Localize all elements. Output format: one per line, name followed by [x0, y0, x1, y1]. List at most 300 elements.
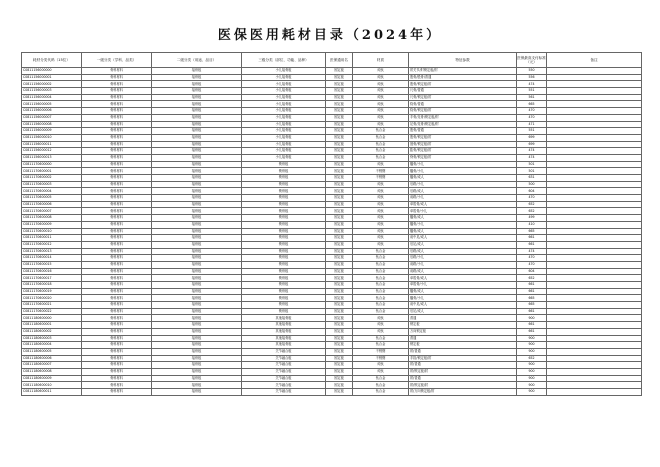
- cell-code: C0811180600010: [22, 382, 82, 389]
- cell-level3: 锁骨板: [242, 282, 326, 289]
- cell-level3: 锁骨板: [242, 228, 326, 235]
- cell-level1: 骨科材料: [82, 114, 152, 121]
- cell-params: 肘/万向锁定板/肘: [409, 389, 517, 396]
- cell-code: C0811180600003: [22, 335, 82, 342]
- table-row: [22, 241, 642, 248]
- table-row: [22, 295, 642, 302]
- cell-level3: 锁骨板: [242, 248, 326, 255]
- cell-level2: 接骨板: [152, 261, 242, 268]
- cell-material: 钛合金: [353, 382, 409, 389]
- cell-code: C0811170600021: [22, 302, 82, 309]
- cell-level1: 骨科材料: [82, 335, 152, 342]
- cell-level2: 接骨板: [152, 148, 242, 155]
- cell-level3: 锁骨板: [242, 275, 326, 282]
- col-header-level1: 一级分类（学科、品类）: [82, 53, 152, 68]
- cell-remarks: [547, 114, 642, 121]
- cell-level1: 骨科材料: [82, 188, 152, 195]
- cell-level2: 接骨板: [152, 168, 242, 175]
- cell-generic-name: 固定板: [326, 94, 353, 101]
- cell-level3: 其他接骨板: [242, 322, 326, 329]
- cell-level3: 其他接骨板: [242, 342, 326, 349]
- table-row: [22, 154, 642, 161]
- cell-params: 肘/普通: [409, 362, 517, 369]
- cell-level1: 骨科材料: [82, 161, 152, 168]
- cell-material: 钛合金: [353, 134, 409, 141]
- cell-level3: 锁骨板: [242, 295, 326, 302]
- cell-material: 不锈钢: [353, 355, 409, 362]
- cell-code: C0811156000008: [22, 121, 82, 128]
- cell-params: 肱骨/锁定板/肘: [409, 148, 517, 155]
- table-row: [22, 215, 642, 222]
- cell-code: C0811156000004: [22, 94, 82, 101]
- cell-remarks: [547, 148, 642, 155]
- cell-code: C0811180600009: [22, 375, 82, 382]
- cell-level1: 骨科材料: [82, 148, 152, 155]
- cell-level3: 小儿接骨板: [242, 94, 326, 101]
- cell-code: C0811180600011: [22, 389, 82, 396]
- cell-level2: 接骨板: [152, 288, 242, 295]
- cell-max-price: 501: [517, 168, 547, 175]
- table-row: [22, 382, 642, 389]
- table-row: [22, 322, 642, 329]
- cell-max-price: 661: [517, 308, 547, 315]
- cell-level3: 锁骨板: [242, 261, 326, 268]
- cell-material: 纯钛: [353, 121, 409, 128]
- cell-remarks: [547, 215, 642, 222]
- cell-material: 钛合金: [353, 335, 409, 342]
- cell-material: 纯钛: [353, 201, 409, 208]
- cell-params: 股骨/锁定板/肘: [409, 81, 517, 88]
- cell-generic-name: 固定板: [326, 261, 353, 268]
- cell-generic-name: 固定板: [326, 255, 353, 262]
- cell-level3: 小儿接骨板: [242, 68, 326, 75]
- cell-generic-name: 固定板: [326, 355, 353, 362]
- table-header-row: [22, 53, 642, 68]
- cell-remarks: [547, 255, 642, 262]
- cell-params: 锁定板: [409, 342, 517, 349]
- table-row: [22, 68, 642, 75]
- cell-params: 单腔骨/小儿: [409, 282, 517, 289]
- cell-code: C0811170600002: [22, 175, 82, 182]
- cell-generic-name: 固定板: [326, 121, 353, 128]
- cell-level2: 接骨板: [152, 215, 242, 222]
- cell-material: 纯钛: [353, 188, 409, 195]
- cell-material: 纯钛: [353, 215, 409, 222]
- cell-max-price: 550: [517, 68, 547, 75]
- cell-code: C0811156000002: [22, 81, 82, 88]
- table-row: [22, 302, 642, 309]
- cell-generic-name: 固定板: [326, 282, 353, 289]
- table-row: [22, 108, 642, 115]
- cell-max-price: 470: [517, 195, 547, 202]
- cell-level3: 关节融合板: [242, 348, 326, 355]
- cell-generic-name: 固定板: [326, 175, 353, 182]
- cell-code: C0811170600011: [22, 235, 82, 242]
- cell-level3: 锁骨板: [242, 288, 326, 295]
- cell-level3: 锁骨板: [242, 161, 326, 168]
- cell-params: 前路/小儿: [409, 261, 517, 268]
- cell-remarks: [547, 228, 642, 235]
- cell-params: 后路/成人: [409, 188, 517, 195]
- catalog-table: [21, 52, 642, 396]
- cell-level2: 接骨板: [152, 94, 242, 101]
- cell-code: C0811170600012: [22, 241, 82, 248]
- table-row: [22, 221, 642, 228]
- cell-code: C0811180600007: [22, 362, 82, 369]
- cell-remarks: [547, 121, 642, 128]
- cell-level2: 接骨板: [152, 81, 242, 88]
- cell-level1: 骨科材料: [82, 128, 152, 135]
- cell-max-price: 471: [517, 121, 547, 128]
- cell-remarks: [547, 328, 642, 335]
- cell-level3: 关节融合板: [242, 375, 326, 382]
- cell-material: 钛合金: [353, 295, 409, 302]
- cell-level1: 骨科材料: [82, 295, 152, 302]
- cell-remarks: [547, 261, 642, 268]
- table-row: [22, 74, 642, 81]
- cell-level2: 接骨板: [152, 302, 242, 309]
- cell-params: 普通: [409, 335, 517, 342]
- cell-code: C0811170600017: [22, 275, 82, 282]
- cell-material: 钛合金: [353, 342, 409, 349]
- cell-level1: 骨科材料: [82, 255, 152, 262]
- table-row: [22, 121, 642, 128]
- cell-level1: 骨科材料: [82, 121, 152, 128]
- table-row: [22, 348, 642, 355]
- cell-code: C0811170600003: [22, 181, 82, 188]
- col-header-max-price: 医保最高支付标准（元）: [517, 53, 547, 68]
- cell-generic-name: 固定板: [326, 141, 353, 148]
- cell-level2: 接骨板: [152, 308, 242, 315]
- cell-level1: 骨科材料: [82, 342, 152, 349]
- cell-level2: 接骨板: [152, 322, 242, 329]
- cell-remarks: [547, 389, 642, 396]
- cell-material: 钛合金: [353, 302, 409, 309]
- cell-level2: 接骨板: [152, 134, 242, 141]
- cell-max-price: 551: [517, 88, 547, 95]
- cell-level1: 骨科材料: [82, 268, 152, 275]
- cell-level2: 接骨板: [152, 389, 242, 396]
- cell-level1: 骨科材料: [82, 328, 152, 335]
- cell-level1: 骨科材料: [82, 74, 152, 81]
- cell-level2: 接骨板: [152, 335, 242, 342]
- cell-level3: 小儿接骨板: [242, 108, 326, 115]
- cell-params: 后足/成人: [409, 241, 517, 248]
- cell-params: 肘/普通: [409, 348, 517, 355]
- cell-level3: 锁骨板: [242, 255, 326, 262]
- cell-remarks: [547, 302, 642, 309]
- cell-remarks: [547, 375, 642, 382]
- cell-max-price: 500: [517, 181, 547, 188]
- cell-level2: 接骨板: [152, 382, 242, 389]
- cell-remarks: [547, 141, 642, 148]
- cell-level1: 骨科材料: [82, 94, 152, 101]
- cell-generic-name: 固定板: [326, 228, 353, 235]
- cell-level1: 骨科材料: [82, 108, 152, 115]
- document-title: 医保医用耗材目录（2024年）: [217, 28, 443, 43]
- cell-level3: 锁骨板: [242, 308, 326, 315]
- cell-level3: 小儿接骨板: [242, 81, 326, 88]
- table-row: [22, 161, 642, 168]
- cell-code: C0811170600019: [22, 288, 82, 295]
- cell-params: 足骨/足骨/锁定板/肘: [409, 121, 517, 128]
- table-row: [22, 168, 642, 175]
- cell-material: 纯钛: [353, 208, 409, 215]
- cell-material: 钛合金: [353, 141, 409, 148]
- cell-params: 股骨/锁定板/肘: [409, 134, 517, 141]
- cell-level3: 关节融合板: [242, 368, 326, 375]
- cell-remarks: [547, 295, 642, 302]
- cell-max-price: 900: [517, 382, 547, 389]
- cell-material: 钛合金: [353, 148, 409, 155]
- cell-remarks: [547, 355, 642, 362]
- cell-generic-name: 固定板: [326, 101, 353, 108]
- cell-level2: 接骨板: [152, 201, 242, 208]
- cell-code: C0811170600014: [22, 255, 82, 262]
- table-row: [22, 201, 642, 208]
- cell-max-price: 661: [517, 235, 547, 242]
- cell-material: 纯钛: [353, 228, 409, 235]
- cell-remarks: [547, 94, 642, 101]
- cell-remarks: [547, 168, 642, 175]
- table-row: [22, 255, 642, 262]
- cell-generic-name: 固定板: [326, 322, 353, 329]
- cell-code: C0811156000007: [22, 114, 82, 121]
- cell-params: 髓骨/小儿: [409, 168, 517, 175]
- cell-level1: 骨科材料: [82, 235, 152, 242]
- cell-max-price: 556: [517, 74, 547, 81]
- cell-material: 纯钛: [353, 221, 409, 228]
- cell-level3: 其他接骨板: [242, 328, 326, 335]
- cell-level3: 小儿接骨板: [242, 88, 326, 95]
- cell-params: 髓骨/小儿: [409, 295, 517, 302]
- cell-material: 纯钛: [353, 101, 409, 108]
- cell-material: 纯钛: [353, 328, 409, 335]
- cell-max-price: 661: [517, 328, 547, 335]
- cell-level1: 骨科材料: [82, 302, 152, 309]
- cell-level2: 接骨板: [152, 328, 242, 335]
- cell-params: 肘/锁定板/肘: [409, 368, 517, 375]
- cell-remarks: [547, 235, 642, 242]
- cell-params: 肘/普通: [409, 375, 517, 382]
- cell-material: 纯钛: [353, 315, 409, 322]
- cell-level1: 骨科材料: [82, 181, 152, 188]
- cell-level2: 接骨板: [152, 315, 242, 322]
- cell-max-price: 699: [517, 134, 547, 141]
- cell-max-price: 900: [517, 335, 547, 342]
- cell-level3: 锁骨板: [242, 268, 326, 275]
- cell-max-price: 410: [517, 221, 547, 228]
- cell-level2: 接骨板: [152, 268, 242, 275]
- cell-params: 髓骨/成人: [409, 288, 517, 295]
- cell-generic-name: 固定板: [326, 134, 353, 141]
- cell-max-price: 900: [517, 375, 547, 382]
- cell-generic-name: 固定板: [326, 128, 353, 135]
- cell-level3: 锁骨板: [242, 168, 326, 175]
- cell-params: 脊骨/锁定板/肘: [409, 154, 517, 161]
- cell-level2: 接骨板: [152, 68, 242, 75]
- cell-level2: 接骨板: [152, 141, 242, 148]
- cell-level2: 接骨板: [152, 375, 242, 382]
- cell-remarks: [547, 201, 642, 208]
- cell-remarks: [547, 108, 642, 115]
- cell-max-price: 604: [517, 188, 547, 195]
- cell-material: 钛合金: [353, 128, 409, 135]
- cell-params: 后路/小儿: [409, 181, 517, 188]
- cell-generic-name: 固定板: [326, 188, 353, 195]
- cell-level3: 锁骨板: [242, 221, 326, 228]
- cell-remarks: [547, 175, 642, 182]
- cell-remarks: [547, 342, 642, 349]
- table-row: [22, 355, 642, 362]
- cell-generic-name: 固定板: [326, 382, 353, 389]
- cell-level2: 接骨板: [152, 368, 242, 375]
- cell-level3: 锁骨板: [242, 302, 326, 309]
- cell-level1: 骨科材料: [82, 221, 152, 228]
- cell-level1: 骨科材料: [82, 375, 152, 382]
- cell-max-price: 900: [517, 348, 547, 355]
- cell-code: C0811180600001: [22, 322, 82, 329]
- cell-level2: 接骨板: [152, 128, 242, 135]
- table-row: [22, 328, 642, 335]
- cell-params: 前路/成人: [409, 268, 517, 275]
- cell-level1: 骨科材料: [82, 175, 152, 182]
- cell-code: C0811156000013: [22, 154, 82, 161]
- cell-code: C0811180600008: [22, 368, 82, 375]
- cell-generic-name: 固定板: [326, 389, 353, 396]
- cell-level2: 接骨板: [152, 355, 242, 362]
- cell-max-price: 900: [517, 389, 547, 396]
- cell-level1: 骨科材料: [82, 141, 152, 148]
- cell-level1: 骨科材料: [82, 315, 152, 322]
- cell-generic-name: 固定板: [326, 74, 353, 81]
- cell-params: 万向锁定板: [409, 328, 517, 335]
- cell-max-price: 665: [517, 228, 547, 235]
- cell-level3: 小儿接骨板: [242, 128, 326, 135]
- table-row: [22, 235, 642, 242]
- cell-level1: 骨科材料: [82, 168, 152, 175]
- cell-params: 股骨/普通: [409, 128, 517, 135]
- cell-max-price: 470: [517, 261, 547, 268]
- cell-generic-name: 固定板: [326, 201, 353, 208]
- cell-generic-name: 固定板: [326, 221, 353, 228]
- cell-level2: 接骨板: [152, 195, 242, 202]
- cell-code: C0811156000003: [22, 88, 82, 95]
- cell-level1: 骨科材料: [82, 81, 152, 88]
- cell-generic-name: 固定板: [326, 88, 353, 95]
- cell-remarks: [547, 181, 642, 188]
- cell-material: 纯钛: [353, 195, 409, 202]
- cell-material: 纯钛: [353, 368, 409, 375]
- cell-material: 纯钛: [353, 68, 409, 75]
- cell-max-price: 470: [517, 255, 547, 262]
- cell-level2: 接骨板: [152, 101, 242, 108]
- cell-remarks: [547, 288, 642, 295]
- cell-generic-name: 固定板: [326, 208, 353, 215]
- cell-level2: 接骨板: [152, 342, 242, 349]
- cell-generic-name: 固定板: [326, 168, 353, 175]
- cell-level1: 骨科材料: [82, 261, 152, 268]
- cell-max-price: 474: [517, 154, 547, 161]
- cell-max-price: 652: [517, 201, 547, 208]
- cell-level1: 骨科材料: [82, 382, 152, 389]
- cell-level3: 小儿接骨板: [242, 134, 326, 141]
- cell-code: C0811156000000: [22, 68, 82, 75]
- cell-code: C0811156000001: [22, 74, 82, 81]
- cell-code: C0811170600008: [22, 215, 82, 222]
- cell-params: 髓骨/成人: [409, 175, 517, 182]
- col-header-generic-name: 医保通用名: [326, 53, 353, 68]
- cell-code: C0811170600006: [22, 201, 82, 208]
- cell-params: 股骨/股骨/普通: [409, 74, 517, 81]
- cell-params: 尺骨/锁定板/肘: [409, 94, 517, 101]
- cell-level3: 其他接骨板: [242, 335, 326, 342]
- table-row: [22, 362, 642, 369]
- cell-level1: 骨科材料: [82, 288, 152, 295]
- cell-material: 纯钛: [353, 362, 409, 369]
- cell-level1: 骨科材料: [82, 389, 152, 396]
- cell-remarks: [547, 248, 642, 255]
- cell-max-price: 470: [517, 114, 547, 121]
- cell-material: 纯钛: [353, 161, 409, 168]
- cell-level1: 骨科材料: [82, 308, 152, 315]
- cell-max-price: 652: [517, 355, 547, 362]
- cell-level3: 锁骨板: [242, 235, 326, 242]
- cell-level3: 小儿接骨板: [242, 141, 326, 148]
- cell-level1: 骨科材料: [82, 68, 152, 75]
- cell-max-price: 561: [517, 94, 547, 101]
- cell-material: 钛合金: [353, 282, 409, 289]
- cell-level1: 骨科材料: [82, 201, 152, 208]
- cell-material: 钛合金: [353, 375, 409, 382]
- cell-code: C0811180600004: [22, 342, 82, 349]
- cell-generic-name: 固定板: [326, 68, 353, 75]
- table-row: [22, 181, 642, 188]
- cell-generic-name: 固定板: [326, 161, 353, 168]
- cell-params: 单腔骨/成人: [409, 201, 517, 208]
- cell-max-price: 604: [517, 268, 547, 275]
- col-header-code: 耗材分类代码（15位）: [22, 53, 82, 68]
- table-row: [22, 81, 642, 88]
- cell-material: 纯钛: [353, 81, 409, 88]
- cell-material: 纯钛: [353, 94, 409, 101]
- cell-params: 后足/成人: [409, 308, 517, 315]
- cell-generic-name: 固定板: [326, 108, 353, 115]
- cell-level3: 小儿接骨板: [242, 121, 326, 128]
- cell-material: 纯钛: [353, 108, 409, 115]
- cell-code: C0811170600022: [22, 308, 82, 315]
- cell-level2: 接骨板: [152, 282, 242, 289]
- cell-remarks: [547, 368, 642, 375]
- cell-level3: 锁骨板: [242, 208, 326, 215]
- cell-params: 前中足/成人: [409, 302, 517, 309]
- cell-remarks: [547, 362, 642, 369]
- cell-max-price: 900: [517, 368, 547, 375]
- cell-level1: 骨科材料: [82, 362, 152, 369]
- cell-code: C0811170600018: [22, 282, 82, 289]
- cell-level2: 接骨板: [152, 248, 242, 255]
- cell-remarks: [547, 154, 642, 161]
- cell-level2: 接骨板: [152, 348, 242, 355]
- table-row: [22, 282, 642, 289]
- cell-remarks: [547, 101, 642, 108]
- cell-level1: 骨科材料: [82, 195, 152, 202]
- cell-remarks: [547, 74, 642, 81]
- cell-level3: 关节融合板: [242, 382, 326, 389]
- cell-remarks: [547, 348, 642, 355]
- cell-code: C0811170600005: [22, 195, 82, 202]
- table-row: [22, 195, 642, 202]
